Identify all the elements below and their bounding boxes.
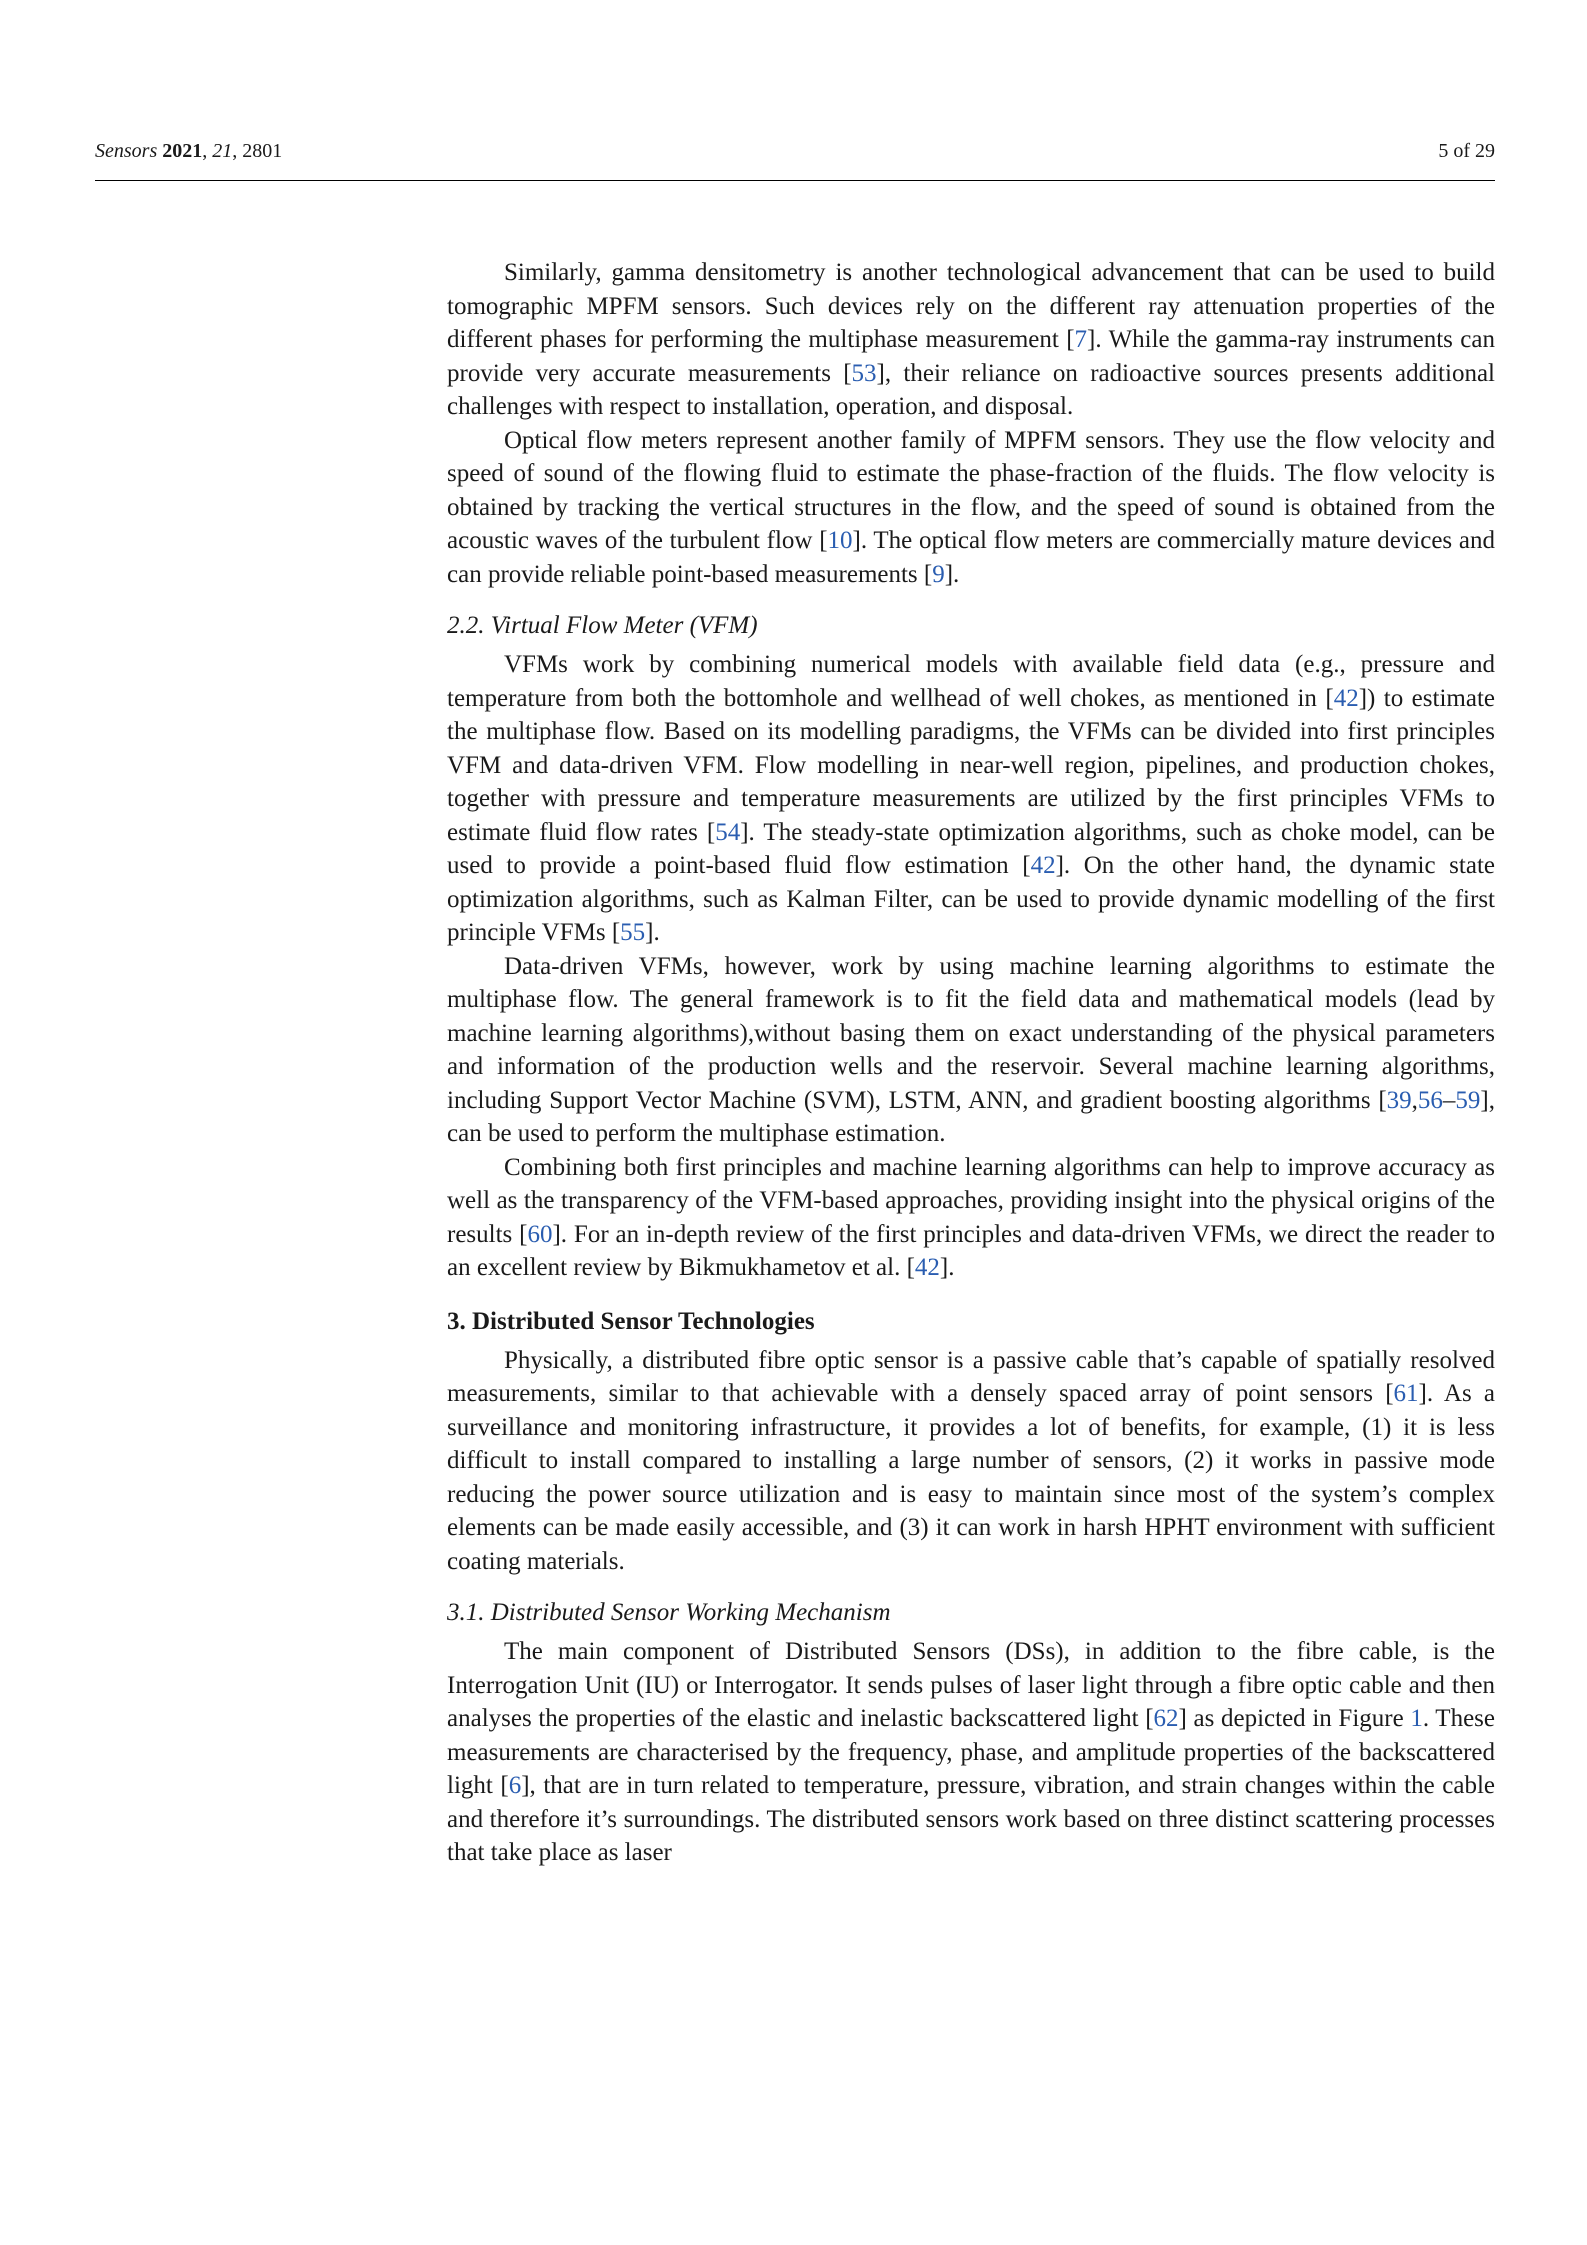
page-header (95, 140, 1495, 181)
citation-link[interactable]: 62 (1153, 1705, 1179, 1732)
text-fragment: ]. (944, 560, 960, 588)
citation-link[interactable]: 60 (527, 1220, 553, 1248)
citation-link[interactable]: 7 (1074, 326, 1088, 353)
journal-citation: Sensors 2021, 21, 2801 (95, 140, 283, 162)
text-fragment: . These measurements are characterised by the frequency, phase, and amplitude properties of the backscattered light [ (447, 1705, 1495, 1799)
citation-link[interactable]: 42 (1333, 684, 1359, 712)
journal-volume: 21 (212, 140, 233, 162)
citation-link[interactable]: 54 (715, 818, 741, 846)
citation-link[interactable]: 10 (827, 527, 853, 554)
section-heading (447, 1305, 1495, 1338)
journal-year: 2021 (162, 140, 203, 162)
subsection-heading (447, 1596, 1495, 1629)
text-fragment: ]. (939, 1254, 955, 1281)
text-fragment: ]) to estimate the multiphase flow. Based on its modelling paradigms, the VFMs can be divided into first principles VFM and data-driven VFM. Flow modelling in near-well region, pipelines, and production chokes, together with pressure and temperature measurements are utilized by the first principles VFMs to estimate fluid flow rates [ (447, 684, 1495, 846)
text-fragment: Physically, a distributed fibre optic sensor is a passive cable that’s capable of spatially resolved measurements, similar to that achievable with a densely spaced array of point sensors [ (447, 1346, 1495, 1407)
body-paragraph (447, 950, 1495, 1151)
body-paragraph (447, 424, 1495, 592)
text-fragment: Similarly, gamma densitometry is another technological advancement that can be used to build tomographic MPFM sensors. Such devices rely on the different ray attenuation properties of the different phases for performing the multiphase measurement [ (447, 259, 1495, 353)
text-fragment: Combining both first principles and machine learning algorithms can help to improve accuracy as well as the transparency of the VFM-based approaches, providing insight into the physical origins of the results [ (447, 1153, 1495, 1248)
citation-link[interactable]: 55 (620, 919, 646, 946)
citation-link[interactable]: 9 (932, 560, 945, 588)
text-fragment: ]. On the other hand, the dynamic state optimization algorithms, such as Kalman Filter, can be used to provide dynamic modelling of the first principle VFMs [ (447, 852, 1495, 946)
subsection-heading (447, 609, 1495, 642)
body-paragraph (447, 648, 1495, 950)
text-fragment: 2.2. Virtual Flow Meter (VFM) (447, 612, 758, 639)
citation-link[interactable]: 1 (1410, 1705, 1423, 1732)
citation-link[interactable]: 39 (1386, 1086, 1412, 1114)
citation-link[interactable]: 61 (1393, 1380, 1419, 1407)
text-fragment: The main component of Distributed Sensors (DSs), in addition to the fibre cable, is the Interrogation Unit (IU) or Interrogator. It sends pulses of laser light through a fibre optic cable and then analyses the properties of the elastic and inelastic backscattered light [ (447, 1638, 1495, 1732)
text-fragment: Data-driven VFMs, however, work by using machine learning algorithms to estimate the multiphase flow. The general framework is to fit the field data and mathematical models (lead by machine learning algorithms),without basing them on exact understanding of the physical parameters and information of the production wells and the reservoir. Several machine learning algorithms, including Support Vector Machine (SVM), LSTM, ANN, and gradient boosting algorithms [ (447, 952, 1495, 1114)
text-fragment: 3. Distributed Sensor Technologies (447, 1307, 815, 1335)
body-paragraph (447, 1151, 1495, 1285)
article-body (447, 256, 1495, 1870)
journal-name: Sensors (95, 140, 158, 162)
text-fragment: ]. (645, 919, 660, 946)
text-fragment: ]. As a surveillance and monitoring infrastructure, it provides a lot of benefits, for example, (1) it is less difficult to install compared to installing a large number of sensors, (2) it works in passive mode reducing the power source utilization and is easy to maintain since most of the system’s complex elements can be made easily accessible, and (3) it can work in harsh HPHT environment with sufficient coating materials. (447, 1380, 1495, 1575)
citation-link[interactable]: 53 (851, 359, 877, 387)
journal-article: , 2801 (232, 140, 283, 162)
text-fragment: – (1442, 1086, 1456, 1114)
body-paragraph (447, 1635, 1495, 1870)
text-fragment: VFMs work by combining numerical models with available field data (e.g., pressure and temperature from both the bottomhole and wellhead of well chokes, as mentioned in [ (447, 651, 1495, 712)
citation-link[interactable]: 59 (1455, 1086, 1481, 1114)
citation-link[interactable]: 6 (508, 1772, 522, 1799)
citation-link[interactable]: 42 (1030, 852, 1056, 879)
text-fragment: ] as depicted in Figure (1178, 1705, 1411, 1732)
text-fragment: , (1411, 1086, 1418, 1114)
page-number: 5 of 29 (1438, 140, 1495, 162)
text-fragment: ], that are in turn related to temperature, pressure, vibration, and strain changes within the cable and therefore it’s surroundings. The distributed sensors work based on three distinct scattering processes that take place as laser (447, 1772, 1495, 1866)
text-fragment: Optical flow meters represent another family of MPFM sensors. They use the flow velocity and speed of sound of the flowing fluid to estimate the phase-fraction of the fluids. The flow velocity is obtained by tracking the vertical structures in the flow, and the speed of sound is obtained from the acoustic waves of the turbulent flow [ (447, 426, 1495, 554)
text-fragment: 3.1. Distributed Sensor Working Mechanism (447, 1599, 891, 1626)
text-fragment: ]. The optical flow meters are commercially mature devices and can provide reliable point-based measurements [ (447, 527, 1495, 588)
text-fragment: ]. While the gamma-ray instruments can provide very accurate measurements [ (447, 326, 1495, 387)
text-fragment: ]. The steady-state optimization algorithms, such as choke model, can be used to provide a point-based fluid flow estimation [ (447, 818, 1495, 879)
text-fragment: ], can be used to perform the multiphase estimation. (447, 1086, 1495, 1147)
body-paragraph (447, 256, 1495, 424)
citation-link[interactable]: 56 (1417, 1086, 1443, 1114)
text-fragment: ], their reliance on radioactive sources presents additional challenges with respect to installation, operation, and disposal. (447, 359, 1495, 420)
citation-link[interactable]: 42 (914, 1254, 940, 1281)
body-paragraph (447, 1344, 1495, 1579)
text-fragment: ]. For an in-depth review of the first principles and data-driven VFMs, we direct the reader to an excellent review by Bikmukhametov et al. [ (447, 1220, 1495, 1281)
